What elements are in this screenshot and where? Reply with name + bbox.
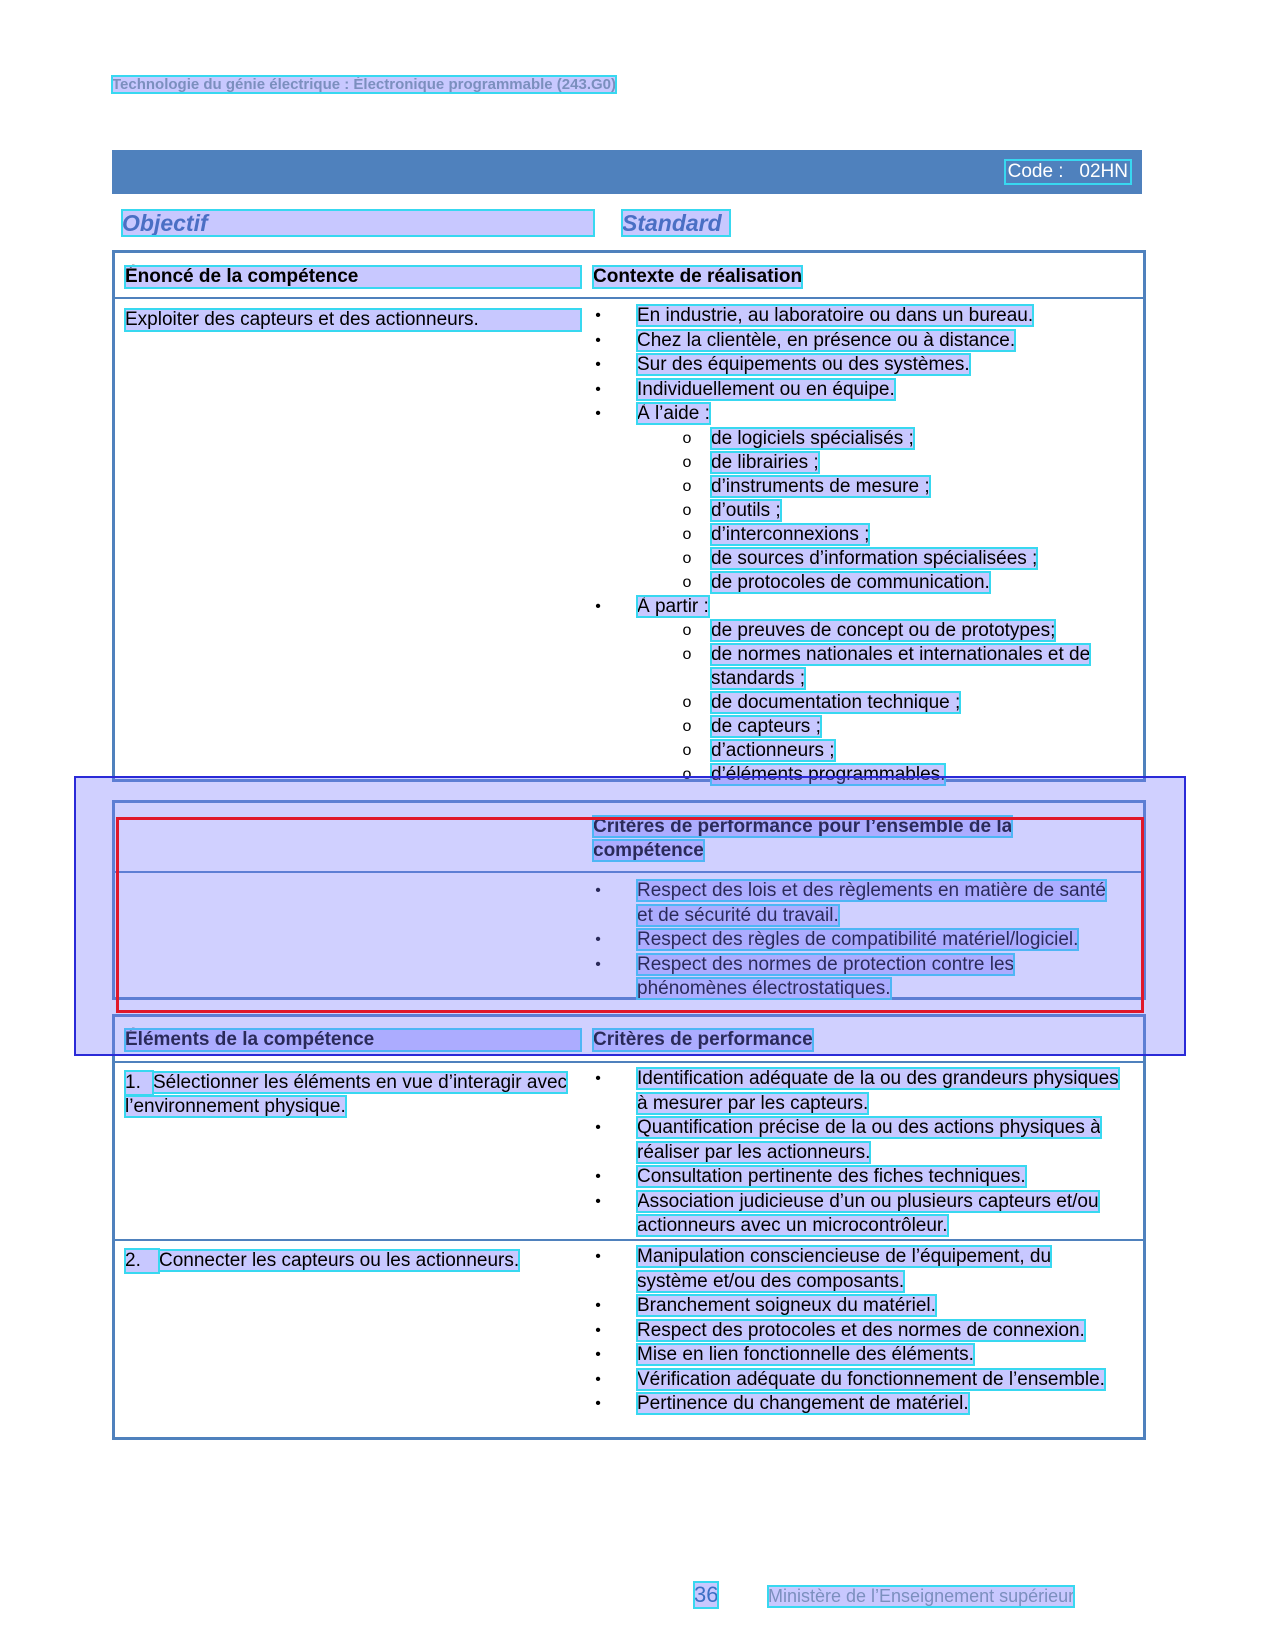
element-1-criteria <box>593 1067 1119 1239</box>
critere-item: • Pertinence du changement de matériel. <box>593 1392 1119 1417</box>
contexte-subitem: o d’interconnexions ; <box>682 523 870 545</box>
critere-item: • Vérification adéquate du fonctionnement de l’ensemble. <box>593 1368 1119 1393</box>
bullet-icon: • <box>595 1346 601 1363</box>
col-contexte-header: Contexte de réalisation <box>593 266 803 287</box>
critere-item: • Quantification précise de la ou des actions physiques à réaliser par les actionneurs. <box>593 1116 1119 1165</box>
objectif-label: Objectif <box>122 210 594 236</box>
critere-item: • Manipulation consciencieuse de l’équipement, du système et/ou des composants. <box>593 1245 1119 1294</box>
bullet-icon: • <box>595 1168 601 1185</box>
contexte-subitem: o de capteurs ; <box>682 716 821 737</box>
contexte-subitem: o de logiciels spécialisés ; <box>682 427 914 449</box>
bullet-icon: • <box>595 597 601 615</box>
contexte-item: • Chez la clientèle, en présence ou à distance. <box>593 329 1123 354</box>
bullet-icon: • <box>595 356 601 373</box>
circle-bullet-icon: o <box>682 429 692 447</box>
contexte-item: • En industrie, au laboratoire ou dans un bureau. <box>593 304 1123 329</box>
table-elements-criteres <box>112 1014 1146 1440</box>
col-enonce-header: Énoncé de la compétence <box>125 266 581 288</box>
critere-item: • Identification adéquate de la ou des grandeurs physiques à mesurer par les capteurs. <box>593 1067 1119 1116</box>
bullet-icon: • <box>595 1395 601 1412</box>
bullet-icon: • <box>595 1192 601 1210</box>
code-label: Code : <box>1007 161 1064 182</box>
circle-bullet-icon: o <box>682 646 692 663</box>
critere-ensemble-item: • Respect des règles de compatibilité matériel/logiciel. <box>593 928 1113 953</box>
critere-ensemble-item: • Respect des lois et des règlements en matière de santé et de sécurité du travail. <box>593 879 1113 928</box>
contexte-item: • À l’aide : o de logiciels spécialisés ; o de librairies ; o d’instruments de mesure ; o d’outils ; o d’interconnexions ; o de sources d’information spécialisées ; o de protocoles de communication. <box>593 402 1123 595</box>
col-elements-header: Éléments de la compétence <box>125 1029 581 1051</box>
table1-header-row <box>115 253 1143 297</box>
col-criteres-header: Critères de performance <box>593 1029 813 1050</box>
bullet-icon: • <box>595 882 601 899</box>
competency-code <box>1006 161 1130 183</box>
table3-element-row-2 <box>115 1239 1143 1441</box>
bullet-icon: • <box>595 1297 601 1314</box>
element-1: 1. Sélectionner les éléments en vue d’interagir avec l’environnement physique. <box>125 1072 568 1117</box>
critere-item: • Consultation pertinente des fiches techniques. <box>593 1165 1119 1190</box>
code-value: 02HN <box>1079 161 1128 182</box>
bullet-icon: • <box>595 1070 601 1087</box>
circle-bullet-icon: o <box>682 573 692 591</box>
table3-element-row-1 <box>115 1061 1143 1239</box>
contexte-item: • Sur des équipements ou des systèmes. <box>593 353 1123 378</box>
col-criteres-ensemble-header: Critères de performance pour l’ensemble de la compétence <box>593 816 1013 861</box>
contexte-subitem: o de librairies ; <box>682 451 819 473</box>
table2-header-row <box>115 803 1143 871</box>
contexte-subitem: o de sources d’information spécialisées ; <box>682 547 1038 569</box>
table-criteres-ensemble <box>112 800 1146 1000</box>
page-number: 36 <box>694 1582 719 1607</box>
contexte-sublist <box>637 427 1123 595</box>
contexte-subitem: o d’instruments de mesure ; <box>682 475 930 497</box>
critere-item: • Mise en lien fonctionnelle des éléments. <box>593 1343 1119 1368</box>
table-enonce-contexte <box>112 250 1146 785</box>
footer-ministry: Ministère de l’Enseignement supérieur <box>768 1586 1075 1606</box>
circle-bullet-icon: o <box>682 525 692 543</box>
element-2-criteria <box>593 1245 1119 1417</box>
contexte-subitem: o d’outils ; <box>682 499 781 521</box>
table3-header-row <box>115 1017 1143 1061</box>
contexte-subitem: o de documentation technique ; <box>682 692 961 713</box>
enonce-text: Exploiter des capteurs et des actionneurs. <box>125 309 581 331</box>
circle-bullet-icon: o <box>682 694 692 711</box>
bullet-icon: • <box>595 955 601 973</box>
critere-ensemble-item: • Respect des normes de protection contre les phénomènes électrostatiques. <box>593 953 1113 1002</box>
bullet-icon: • <box>595 1370 601 1388</box>
criteres-ensemble-list <box>593 879 1113 1002</box>
contexte-subitem: o de normes nationales et internationales et de standards ; <box>682 644 1091 689</box>
circle-bullet-icon: o <box>682 501 692 519</box>
bullet-icon: • <box>595 405 601 422</box>
circle-bullet-icon: o <box>682 453 692 471</box>
contexte-list <box>593 304 1123 787</box>
standard-label: Standard <box>622 210 730 236</box>
contexte-subitem: o d’éléments programmables. <box>682 764 946 785</box>
document-header-title: Technologie du génie électrique : Électronique programmable (243.G0) <box>112 76 616 93</box>
contexte-item: • Individuellement ou en équipe. <box>593 378 1123 403</box>
contexte-sublist <box>637 619 1123 787</box>
contexte-item: • À partir : o de preuves de concept ou de prototypes; o de normes nationales et internationales et de standards ; o de documentation technique ; o de capteurs ; o d’actionneurs ; o d’éléments programmables. <box>593 595 1123 788</box>
critere-item: • Respect des protocoles et des normes de connexion. <box>593 1319 1119 1344</box>
bullet-icon: • <box>595 1119 601 1136</box>
critere-item: • Association judicieuse d’un ou plusieurs capteurs et/ou actionneurs avec un microcontrôleur. <box>593 1190 1119 1239</box>
bullet-icon: • <box>595 307 601 324</box>
circle-bullet-icon: o <box>682 477 692 495</box>
table1-body-row <box>115 297 1143 785</box>
circle-bullet-icon: o <box>682 742 692 759</box>
circle-bullet-icon: o <box>682 718 692 735</box>
bullet-icon: • <box>595 1248 601 1265</box>
circle-bullet-icon: o <box>682 766 692 783</box>
contexte-subitem: o de protocoles de communication. <box>682 571 990 593</box>
critere-item: • Branchement soigneux du matériel. <box>593 1294 1119 1319</box>
contexte-subitem: o de preuves de concept ou de prototypes; <box>682 620 1056 641</box>
code-bar <box>112 150 1142 194</box>
element-2: 2. Connecter les capteurs ou les actionneurs. <box>125 1250 520 1271</box>
contexte-subitem: o d’actionneurs ; <box>682 740 835 761</box>
bullet-icon: • <box>595 331 601 349</box>
bullet-icon: • <box>595 931 601 948</box>
bullet-icon: • <box>595 1321 601 1339</box>
bullet-icon: • <box>595 380 601 398</box>
circle-bullet-icon: o <box>682 549 692 567</box>
circle-bullet-icon: o <box>682 622 692 639</box>
table2-body-row <box>115 871 1143 999</box>
